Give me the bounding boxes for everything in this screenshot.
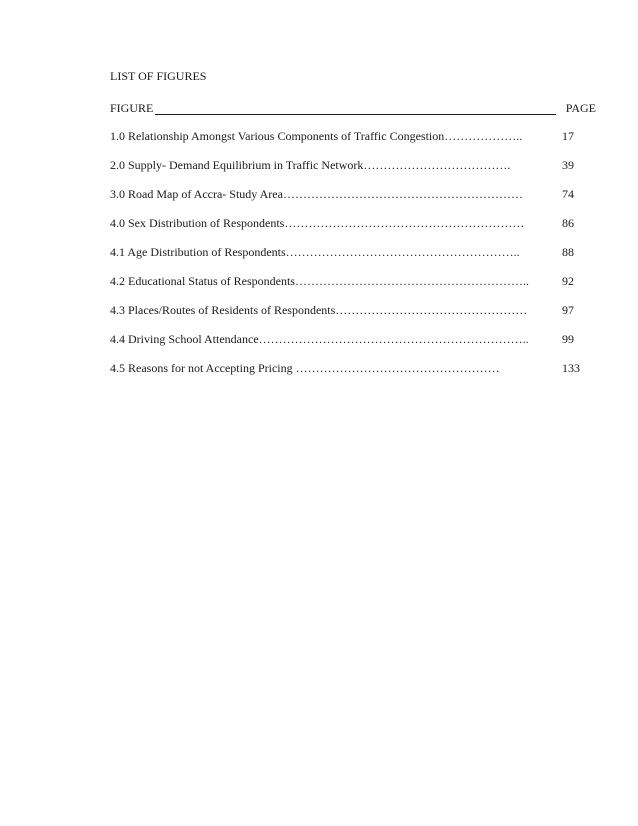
figure-entry-title: 3.0 Road Map of Accra- Study Area…………………………………………………… <box>110 187 523 201</box>
figure-entry-title: 4.2 Educational Status of Respondents………………………………………………….. <box>110 274 529 288</box>
figure-entry-page: 88 <box>562 245 574 259</box>
figure-entry-title: 4.3 Places/Routes of Residents of Respondents………………………………………… <box>110 303 528 317</box>
figure-entry <box>110 332 596 361</box>
figure-entry-page: 39 <box>562 158 574 172</box>
figure-entry <box>110 361 596 390</box>
figure-list <box>110 129 596 390</box>
figure-entry-title: 4.4 Driving School Attendance………………………………………………………….. <box>110 332 529 346</box>
page-column-header: PAGE <box>565 101 596 115</box>
figure-entry <box>110 274 596 303</box>
figure-entry <box>110 187 596 216</box>
figure-entry-title: 2.0 Supply- Demand Equilibrium in Traffic Network………………………………. <box>110 158 511 172</box>
figure-entry-page: 74 <box>562 187 574 201</box>
figure-entry <box>110 158 596 187</box>
figure-entry-title: 4.1 Age Distribution of Respondents………………………………………………….. <box>110 245 520 259</box>
figure-entry-title: 4.0 Sex Distribution of Respondents…………………………………………………… <box>110 216 525 230</box>
figure-entry-title: 4.5 Reasons for not Accepting Pricing …………………………………………… <box>110 361 500 375</box>
figure-entry <box>110 245 596 274</box>
figure-entry-page: 86 <box>562 216 574 230</box>
column-header-row <box>110 101 596 117</box>
figure-entry <box>110 129 596 158</box>
figure-entry-title: 1.0 Relationship Amongst Various Components of Traffic Congestion……………….. <box>110 129 523 143</box>
figure-entry <box>110 303 596 332</box>
figure-entry <box>110 216 596 245</box>
list-of-figures-heading: LIST OF FIGURES <box>110 69 207 83</box>
figure-entry-page: 99 <box>562 332 574 346</box>
figure-column-header: FIGURE <box>110 101 154 115</box>
figure-entry-page: 97 <box>562 303 574 317</box>
figure-entry-page: 133 <box>562 361 580 375</box>
figure-entry-page: 92 <box>562 274 574 288</box>
figure-entry-page: 17 <box>562 129 574 143</box>
header-underline <box>155 114 556 115</box>
